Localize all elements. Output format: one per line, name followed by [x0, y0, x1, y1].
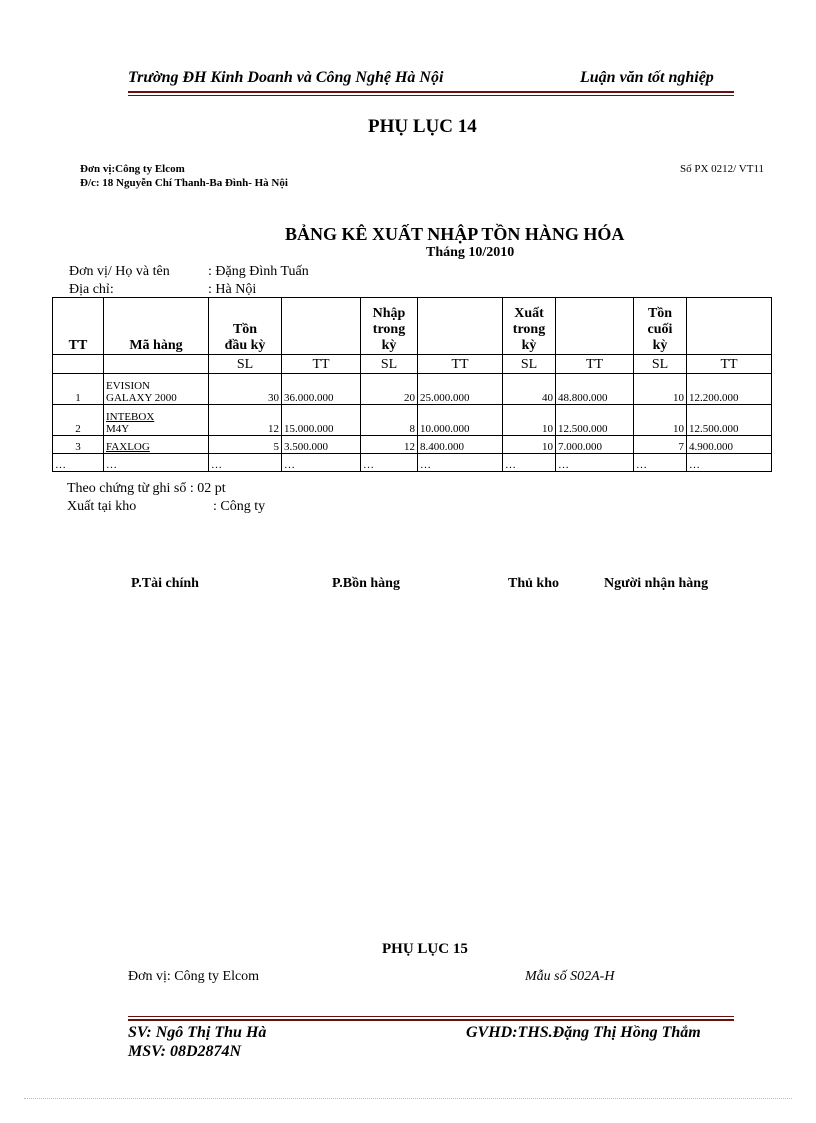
sub-tt: TT — [556, 355, 634, 374]
sub-sl: SL — [361, 355, 418, 374]
col-tt: TT — [53, 298, 104, 355]
appendix-15-title: PHỤ LỤC 15 — [382, 941, 468, 957]
report-month: Tháng 10/2010 — [426, 245, 515, 260]
signature-receiver: Người nhận hàng — [604, 576, 709, 591]
sub-sl: SL — [209, 355, 282, 374]
appendix-15-form: Mẫu số S02A-H — [525, 969, 615, 984]
inventory-table — [52, 297, 772, 472]
appendix-14-title: PHỤ LỤC 14 — [368, 116, 477, 137]
col-closing-blank — [687, 298, 772, 355]
col-code: Mã hàng — [104, 298, 209, 355]
footer-advisor: GVHD:THS.Đặng Thị Hồng Thắm — [466, 1024, 701, 1041]
vouchers-note: Theo chứng từ ghi sổ : 02 pt — [67, 481, 226, 496]
footer-student-id: MSV: 08D2874N — [128, 1043, 242, 1060]
table-row: 1 EVISION GALAXY 2000 30 36.000.000 20 25.000.000 40 48.800.000 10 12.200.000 — [53, 374, 772, 405]
col-issued-blank — [556, 298, 634, 355]
signature-sales: P.Bồn hàng — [332, 576, 400, 591]
name-label: Đơn vị/ Họ và tên — [69, 264, 170, 279]
header-rule — [128, 91, 734, 93]
address-label: Địa chỉ: — [69, 282, 114, 297]
sub-tt: TT — [687, 355, 772, 374]
appendix-15-unit: Đơn vị: Công ty Elcom — [128, 969, 260, 984]
table-subheader-row — [53, 355, 772, 374]
sub-sl: SL — [634, 355, 687, 374]
address-value: : Hà Nội — [208, 282, 257, 297]
col-issued: Xuất trong kỳ — [503, 298, 556, 355]
name-value: : Đặng Đình Tuấn — [208, 264, 309, 279]
table-row: 2 INTEBOX M4Y 12 15.000.000 8 10.000.000 10 12.500.000 10 12.500.000 — [53, 405, 772, 436]
report-title: BẢNG KÊ XUẤT NHẬP TỒN HÀNG HÓA — [285, 224, 625, 244]
warehouse-value: : Công ty — [213, 499, 266, 514]
footer-rule-thin — [128, 1016, 734, 1017]
table-header-row — [53, 298, 772, 355]
header-rule-thin — [128, 95, 734, 96]
col-closing: Tồn cuối kỳ — [634, 298, 687, 355]
col-opening: Tồn đầu kỳ — [209, 298, 282, 355]
footer-rule — [128, 1019, 734, 1021]
page-edge-dots — [24, 1098, 792, 1099]
table-row-ellipsis: … … … … … … … … … … — [53, 454, 772, 472]
sub-tt: TT — [282, 355, 361, 374]
table-row: 3 FAXLOG 5 3.500.000 12 8.400.000 10 7.000.000 7 4.900.000 — [53, 436, 772, 454]
sub-sl: SL — [503, 355, 556, 374]
footer-student: SV: Ngô Thị Thu Hà — [128, 1024, 267, 1041]
col-received-blank — [418, 298, 503, 355]
sub-tt: TT — [418, 355, 503, 374]
warehouse-label: Xuất tại kho — [67, 499, 137, 514]
header-school: Trường ĐH Kinh Doanh và Công Nghệ Hà Nội — [128, 69, 444, 86]
col-received: Nhập trong kỳ — [361, 298, 418, 355]
header-thesis: Luận văn tốt nghiệp — [580, 69, 714, 86]
doc-number: Số PX 0212/ VT11 — [680, 163, 765, 175]
signature-finance: P.Tài chính — [131, 576, 199, 591]
col-opening-blank — [282, 298, 361, 355]
signature-keeper: Thủ kho — [508, 576, 559, 591]
unit-name: Đơn vị:Công ty Elcom — [80, 163, 185, 175]
unit-address: Đ/c: 18 Nguyễn Chí Thanh-Ba Đình- Hà Nội — [80, 177, 288, 189]
